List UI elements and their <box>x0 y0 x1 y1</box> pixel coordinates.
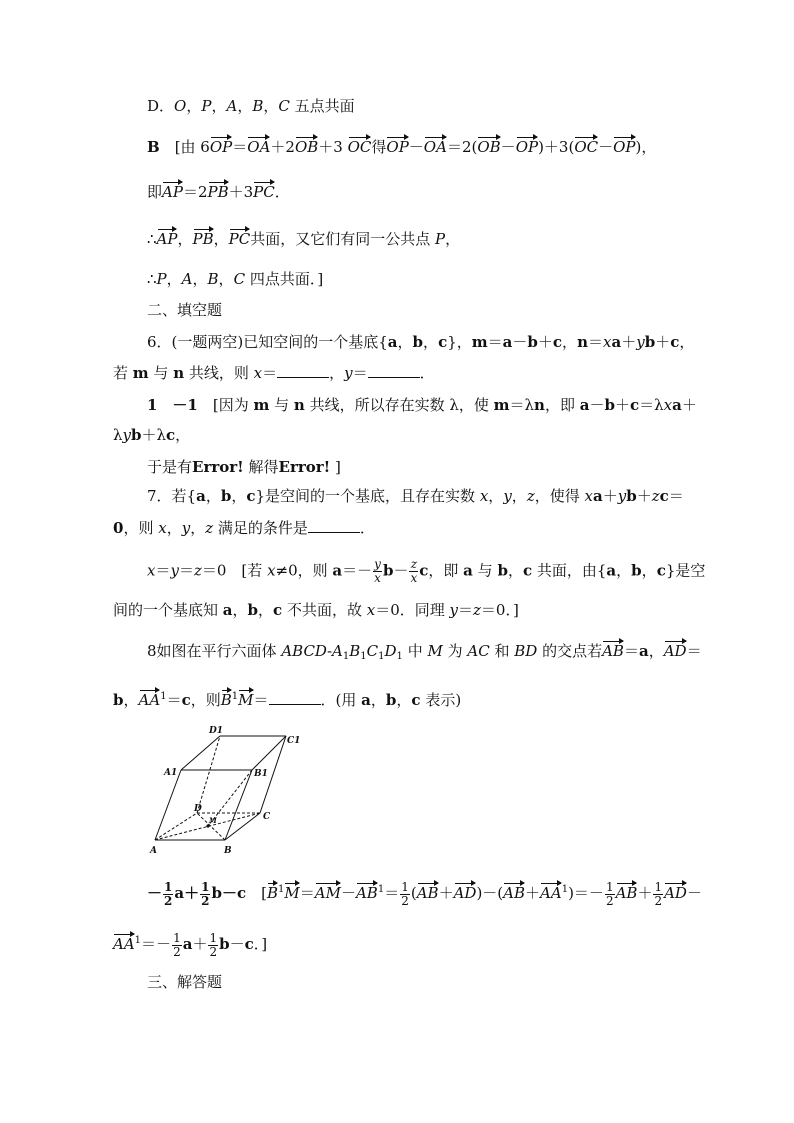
label-a: A <box>150 846 157 856</box>
q5-solution-line-3: ∴AP，PB，PC共面，又它们有同一公共点 P， <box>147 230 461 248</box>
q6-stem-line-2: 若 m 与 n 共线，则 x＝ ，y＝ ． <box>113 364 435 382</box>
edge-a-d <box>155 813 197 840</box>
label-d1: D1 <box>209 726 224 736</box>
label-b1: B1 <box>254 769 268 779</box>
edge-d1-a1 <box>181 736 220 770</box>
section-3-heading: 三、解答题 <box>147 973 223 991</box>
q8-stem-line-1: 8如图在平行六面体 ABCD-$A_1B_1C_1D_1$ 中 M 为 AC 和 BD 的交点若AB＝a，AD＝ <box>147 642 702 662</box>
q7-answer-line-1: x＝y＝z＝0 [若 x≠0，则 a＝－ $\frac{y}{x}$ b－ $\frac{z}{x}$ c，即 a 与 b，c 共面，由{a，b，c}是空 <box>147 557 706 585</box>
edge-b1-c1 <box>252 736 286 770</box>
label-d: D <box>194 804 202 814</box>
label-b: B <box>224 846 232 856</box>
q5-solution-line-2: 即AP＝2PB＋3PC． <box>147 183 290 201</box>
q5-solution-line-1: B [由 6OP＝OA＋2OB＋3 OC得OP－OA＝2(OB－OP)＋3(OC－OP)， <box>147 138 657 156</box>
q7-stem-line-1: 7．若{a，b，c}是空间的一个基底，且存在实数 x，y，z，使得 xa＋yb＋zc＝ <box>147 487 684 505</box>
label-c1: C1 <box>287 736 301 746</box>
label-m: M <box>209 816 217 825</box>
edge-a-a1 <box>155 770 181 840</box>
label-a1: A1 <box>164 768 178 778</box>
section-2-heading: 二、填空题 <box>147 301 223 319</box>
label-c: C <box>263 812 271 822</box>
q7-answer-line-2: 间的一个基底知 a，b，c 不共面，故 x＝0．同理 y＝z＝0．] <box>113 601 519 619</box>
parallelepiped-figure <box>145 720 305 865</box>
q6-answer-line-3: 于是有Error! 解得Error! ] <box>147 458 341 476</box>
q5-answer: B <box>147 138 160 156</box>
q8-stem-line-2: b，$AA^1=c$，则$B^1M=$ ．(用 a，b，c 表示) <box>113 691 462 709</box>
q8-answer-line-1: － $\frac{1}{2}$ a＋ $\frac{1}{2}$ b－c [$B^1M=AM-AB^1=$ $\frac{1}{2}$ $(AB+AD)-(AB+AA^1)=-$ $\frac{1}{2}$ AB＋ $\frac{1}{2}$ AD－ <box>147 879 702 908</box>
q5-solution-line-4: ∴P，A，B，C 四点共面．] <box>147 270 324 288</box>
q8-answer-line-2: $AA^1=-$ $\frac{1}{2}$ a＋ $\frac{1}{2}$ b－c．] <box>113 930 268 959</box>
q6-stem-line-1: 6．(一题两空)已知空间的一个基底{a，b，c}，m＝a－b＋c，n＝xa＋yb＋c， <box>147 333 695 351</box>
edge-d-d1 <box>197 736 220 813</box>
q6-answer-line-1: 1 －1 [因为 m 与 n 共线，所以存在实数 λ，使 m＝λn，即 a－b＋c＝λxa＋ <box>147 396 697 414</box>
q5-option-d: D．O，P，A，B，C 五点共面 <box>147 97 355 115</box>
q7-stem-line-2: 0，则 x，y，z 满足的条件是 ． <box>113 519 375 537</box>
q6-answer-line-2: λyb＋λc， <box>113 426 191 444</box>
